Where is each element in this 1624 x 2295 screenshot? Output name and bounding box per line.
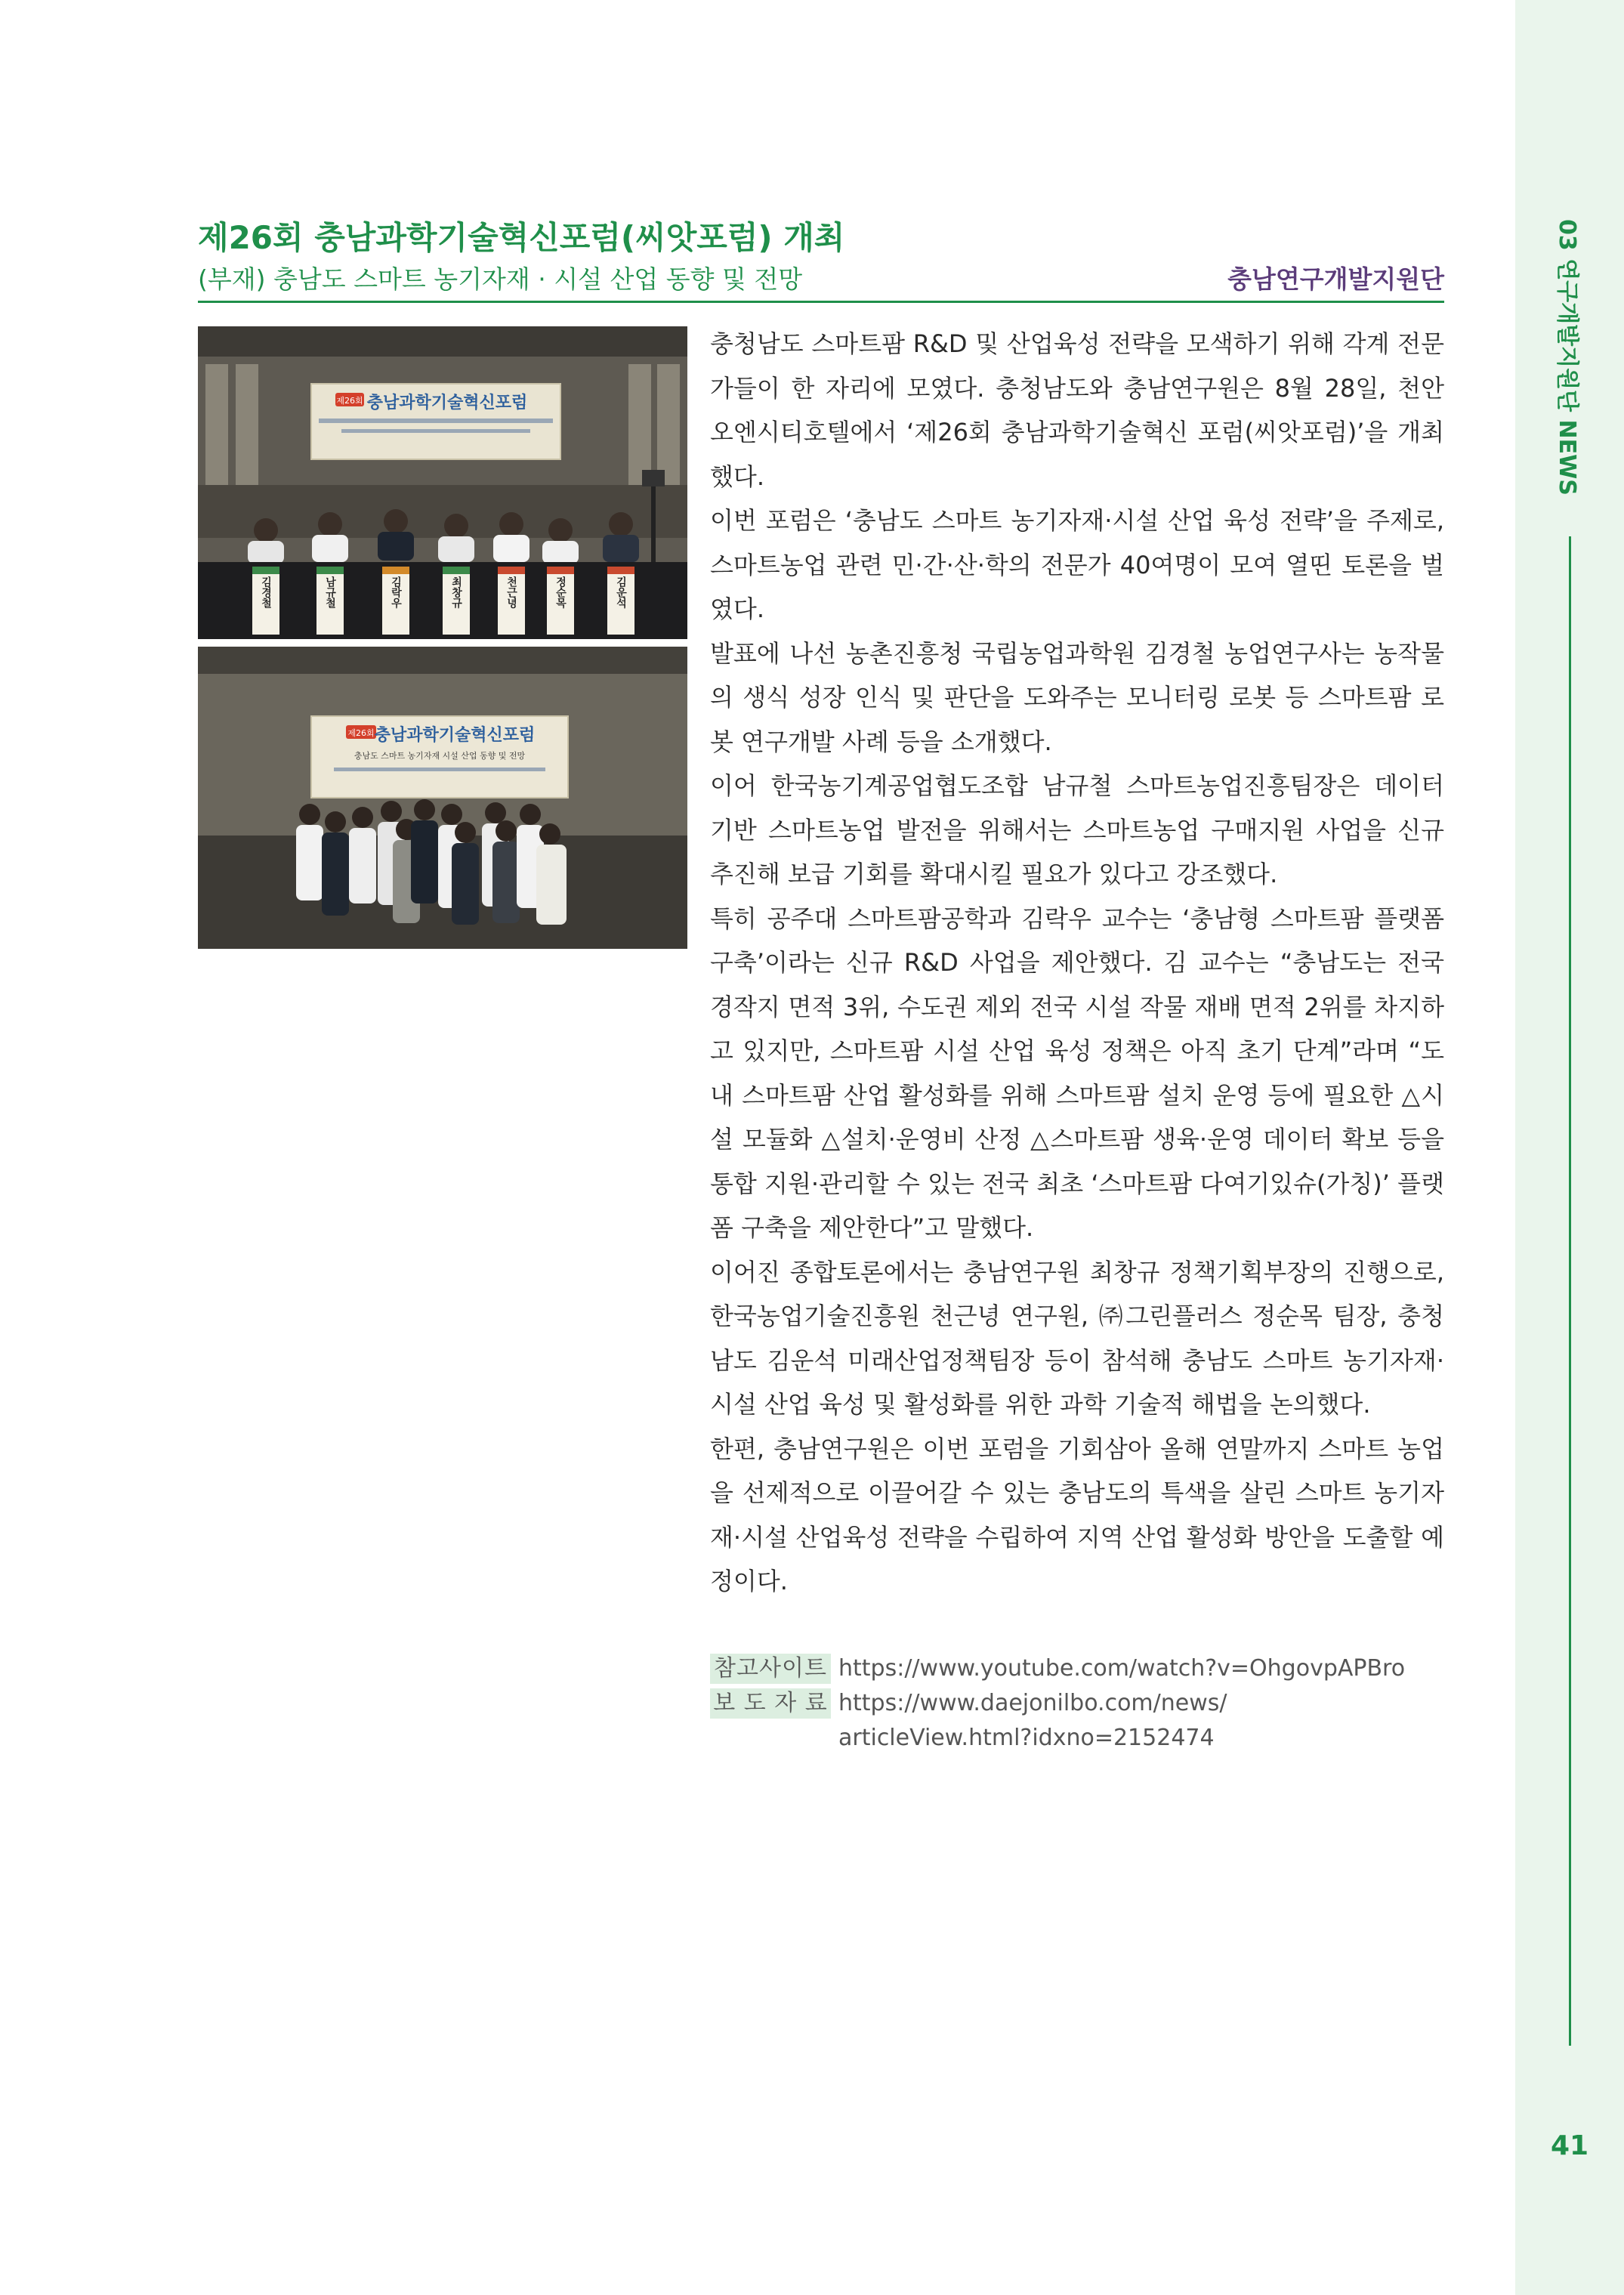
paragraph-5: 특히 공주대 스마트팜공학과 김락우 교수는 ‘충남형 스마트팜 플랫폼 구축’이라는 신규 R&D 사업을 제안했다. 김 교수는 “충남도는 전국 경작지 면적 3위, 수도권 제외 전국 시설 작물 재배 면적 2위를 차지하고 있지만, 스마트팜 시설 산업 육성 정책은 아직 초기 단계”라며 “도내 스마트팜 산업 활성화를 위해 스마트팜 설치 운영 등에 필요한 △시설 모듈화 △설치·운영비 산정 △스마트팜 생육·운영 데이터 확보 등을 통합 지원·관리할 수 있는 전국 최초 ‘스마트팜 다여기있슈(가칭)’ 플랫폼 구축을 제안한다”고 말했다. [710,903,1444,1242]
nameplate-1: 김경철 [260,576,272,608]
section-label-text: 03 연구개발지원단 NEWS [1554,219,1580,496]
photo1-banner-title: 충남과학기술혁신포럼 [366,394,528,412]
paragraph-6: 이어진 종합토론에서는 충남연구원 최창규 정책기획부장의 진행으로, 한국농업기술진흥원 천근녕 연구원, ㈜그린플러스 정순목 팀장, 충청남도 김운석 미래산업정책팀장 등이 참석해 충남도 스마트 농기자재·시설 산업 육성 및 활성화를 위한 과학 기술적 해법을 논의했다. [710,1257,1444,1419]
photo2-banner-title: 충남과학기술혁신포럼 [374,726,536,745]
page-number: 41 [1550,2130,1589,2161]
photo2-banner-sub: 충남도 스마트 농기자재 시설 산업 동향 및 전망 [354,751,526,761]
nameplate-7: 김운석 [615,576,627,608]
photo2-banner-tag: 제26회 [347,728,375,738]
nameplate-5: 천근녕 [505,576,517,608]
nameplate-4: 최창규 [450,576,462,608]
reference-site [710,1651,1444,1686]
article-subtitle: (부재) 충남도 스마트 농기자재 · 시설 산업 동향 및 전망 [198,264,803,294]
paragraph-7: 한편, 충남연구원은 이번 포럼을 기회삼아 올해 연말까지 스마트 농업을 선제적으로 이끌어갈 수 있는 충남도의 특색을 살린 스마트 농기자재·시설 산업육성 전략을 수립하여 지역 산업 활성화 방안을 도출할 예정이다. [710,1434,1444,1595]
reference-site-tag: 참고사이트 [710,1654,831,1684]
reference-press-link[interactable]: https://www.daejonilbo.com/news/ [838,1690,1227,1716]
references [710,1651,1444,1756]
section-label [1539,219,1600,499]
photo1-banner-tag: 제26회 [336,396,363,406]
article-title: 제26회 충남과학기술혁신포럼(씨앗포럼) 개최 [198,219,845,256]
paragraph-4: 이어 한국농기계공업협도조합 남규철 스마트농업진흥팀장은 데이터 기반 스마트농업 발전을 위해서는 스마트농업 구매지원 사업을 신규 추진해 보급 기회를 확대시킬 필요가 있다고 강조했다. [710,771,1444,888]
side-divider [1569,536,1571,2046]
article-body [710,322,1444,1604]
paragraph-2: 이번 포럼은 ‘충남도 스마트 농기자재·시설 산업 육성 전략’을 주제로, 스마트농업 관련 민·간·산·학의 전문가 40여명이 모여 열띤 토론을 벌였다. [710,506,1444,623]
title-rule [198,301,1444,303]
reference-press-tag: 보 도 자 료 [710,1688,831,1719]
nameplate-3: 김락우 [390,576,402,608]
photo-group [198,647,687,949]
nameplate-2: 남규철 [324,576,336,608]
paragraph-3: 발표에 나선 농촌진흥청 국립농업과학원 김경철 농업연구사는 농작물의 생식 성장 인식 및 판단을 도와주는 모니터링 로봇 등 스마트팜 로봇 연구개발 사례 등을 소개했다. [710,638,1444,756]
reference-press [710,1686,1444,1721]
paragraph-1: 충청남도 스마트팜 R&D 및 산업육성 전략을 모색하기 위해 각계 전문가들이 한 자리에 모였다. 충청남도와 충남연구원은 8월 28일, 천안 오엔시티호텔에서 ‘제26회 충남과학기술혁신 포럼(씨앗포럼)’을 개최했다. [710,329,1444,491]
reference-site-link[interactable]: https://www.youtube.com/watch?v=OhgovpAPBro [838,1655,1406,1682]
nameplate-6: 정순목 [554,576,567,608]
article-org: 충남연구개발지원단 [1227,264,1444,294]
photo-panel-discussion [198,326,687,639]
reference-press-link-cont[interactable]: articleView.html?idxno=2152474 [838,1725,1215,1751]
